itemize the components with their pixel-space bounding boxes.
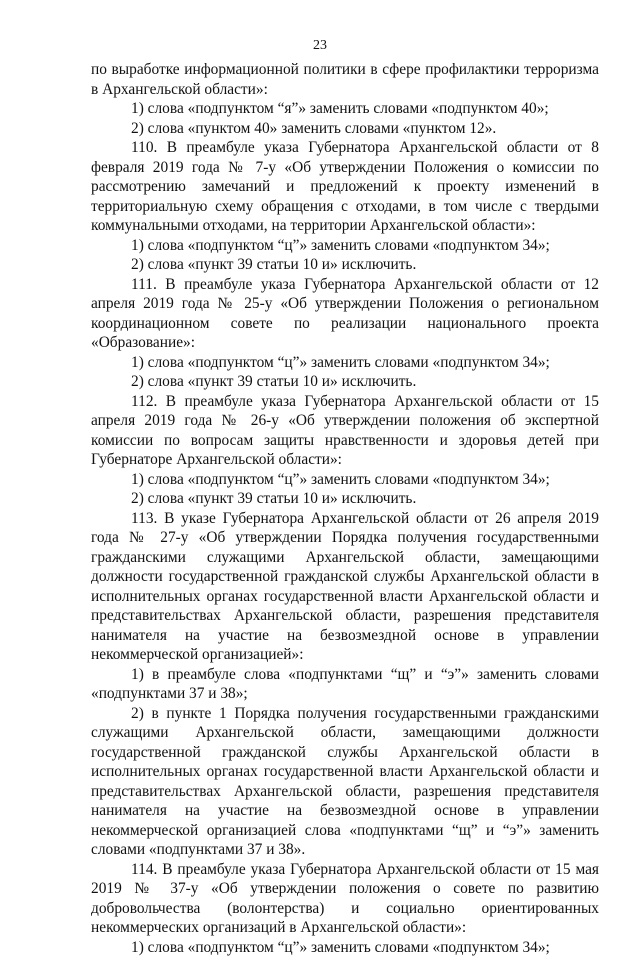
paragraph-continuation: по выработке информационной политики в сфере профилактики терроризма в Архангельской области»: (91, 60, 599, 99)
item-114-paragraph: 114. В преамбуле указа Губернатора Архангельской области от 15 мая 2019 № 37-у «Об утверждении положения о совете по развитию добровольчества (волонтерства) и социально ориентированных некоммерческих организаций в Архангельской области»: (91, 860, 599, 938)
item-112-paragraph: 112. В преамбуле указа Губернатора Архангельской области от 15 апреля 2019 года № 26-у «Об утверждении положения об экспертной комиссии по вопросам защиты нравственности и здоровья детей при Губернаторе Архангельской области»: (91, 392, 599, 470)
item-110-paragraph: 110. В преамбуле указа Губернатора Архангельской области от 8 февраля 2019 года № 7-у «Об утверждении Положения о комиссии по рассмотрению замечаний и предложений к проекту изменений в территориальную схему обращения с отходами, в том числе с твердыми коммунальными отходами, на территории Архангельской области»: (91, 138, 599, 236)
subitem-paragraph: 2) слова «пункт 39 статьи 10 и» исключить. (91, 489, 599, 509)
subitem-paragraph: 1) слова «подпунктом “ц”» заменить словами «подпунктом 34»; (91, 236, 599, 256)
item-111-paragraph: 111. В преамбуле указа Губернатора Архангельской области от 12 апреля 2019 года № 25-у «Об утверждении Положения о региональном координационном совете по реализации национального проекта «Образование»: (91, 275, 599, 353)
item-113-paragraph: 113. В указе Губернатора Архангельской области от 26 апреля 2019 года № 27-у «Об утверждении Порядка получения государственными гражданскими служащими Архангельской области, замещающими должности государственной гражданской службы Архангельской области в исполнительных органах государственной власти Архангельской области и представительствах Архангельской области, разрешения представителя нанимателя на участие на безвозмездной основе в управлении некоммерческой организацией»: (91, 509, 599, 665)
subitem-paragraph: 1) слова «подпунктом “ц”» заменить словами «подпунктом 34»; (91, 470, 599, 490)
subitem-paragraph: 1) в преамбуле слова «подпунктами “щ” и “э”» заменить словами «подпунктами 37 и 38»; (91, 665, 599, 704)
subitem-paragraph: 1) слова «подпунктом “ц”» заменить словами «подпунктом 34»; (91, 353, 599, 373)
subitem-paragraph: 2) слова «пункт 39 статьи 10 и» исключить. (91, 372, 599, 392)
subitem-paragraph: 2) слова «пункт 39 статьи 10 и» исключить. (91, 255, 599, 275)
subitem-paragraph: 1) слова «подпунктом “ц”» заменить словами «подпунктом 34»; (91, 938, 599, 957)
subitem-paragraph: 2) слова «пунктом 40» заменить словами «пунктом 12». (91, 119, 599, 139)
subitem-paragraph: 2) в пункте 1 Порядка получения государственными гражданскими служащими Архангельской области, замещающими должности государственной гражданской службы Архангельской области в исполнительных органах государственной власти Архангельской области и представительствах Архангельской области, разрешения представителя нанимателя на участие на безвозмездной основе в управлении некоммерческой организацией слова «подпунктами “щ” и “э”» заменить словами «подпунктами 37 и 38». (91, 704, 599, 860)
document-body (91, 60, 599, 957)
page-number: 23 (0, 36, 640, 56)
subitem-paragraph: 1) слова «подпунктом “я”» заменить словами «подпунктом 40»; (91, 99, 599, 119)
